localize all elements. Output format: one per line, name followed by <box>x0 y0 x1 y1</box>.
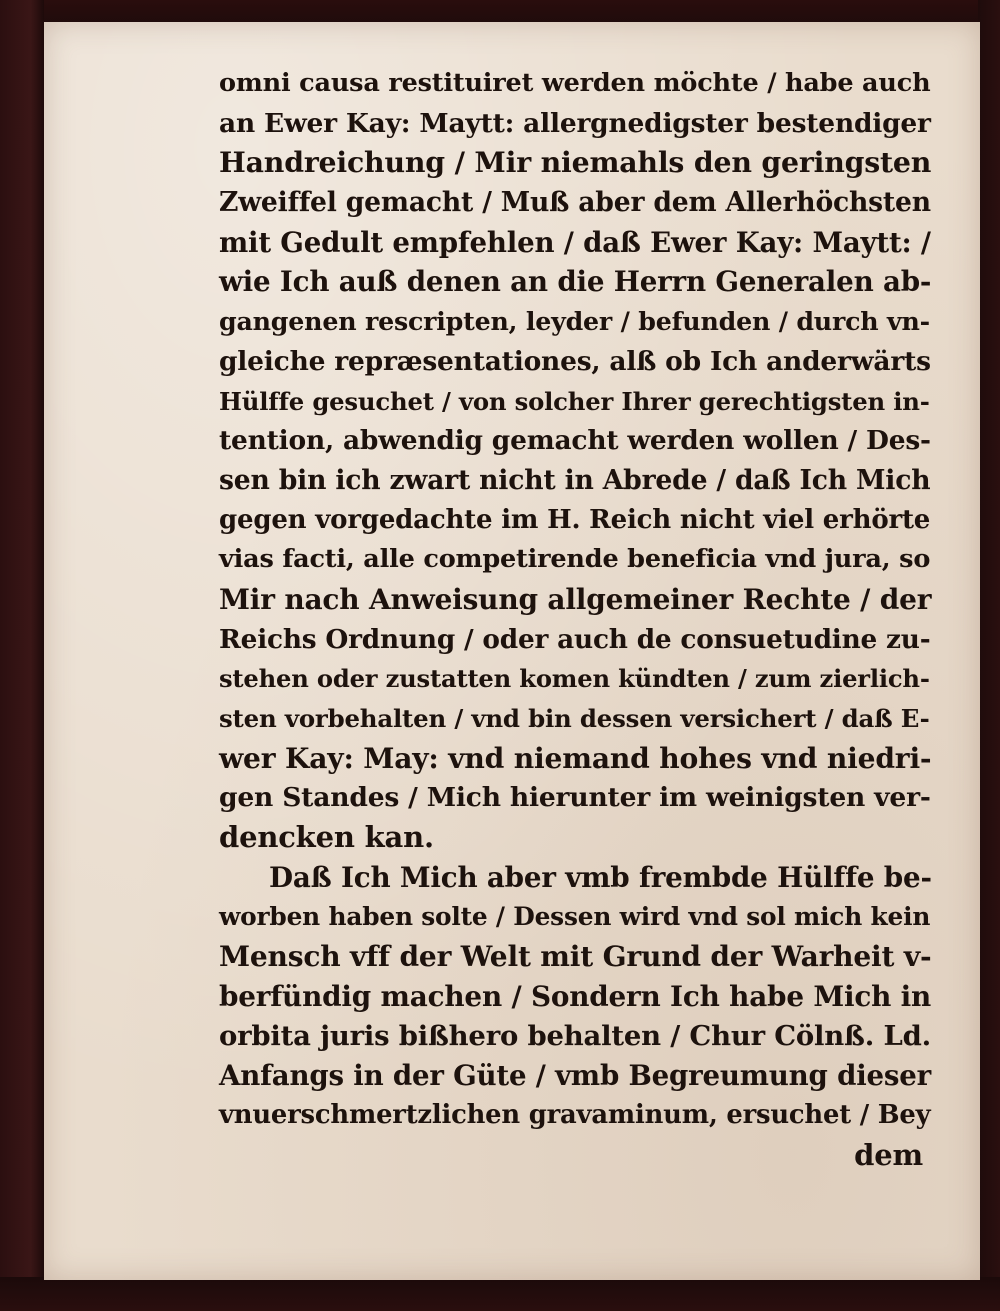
scan-border-top <box>0 0 1000 24</box>
text-line: sten vorbehalten / vnd bin dessen versichert / daß E- <box>219 704 930 733</box>
text-line: Mensch vff der Welt mit Grund der Warheit v- <box>219 940 932 974</box>
text-line: an Ewer Kay: Maytt: allergnedigster bestendiger <box>219 107 931 139</box>
text-line: gen Standes / Mich hierunter im weinigsten ver- <box>219 782 931 814</box>
scan-border-left <box>0 0 44 1311</box>
text-line: vnuerschmertzlichen gravaminum, ersuchet / Bey <box>219 1099 931 1130</box>
text-line: orbita juris bißhero behalten / Chur Cölnß. Ld. <box>219 1019 931 1052</box>
text-line: Hülffe gesuchet / von solcher Ihrer gerechtigsten in- <box>219 386 930 416</box>
text-line: Handreichung / Mir niemahls den geringsten <box>219 145 932 180</box>
text-line: gleiche repræsentationes, alß ob Ich anderwärts <box>219 345 931 377</box>
paragraph-first-line: Daß Ich Mich aber vmb frembde Hülffe be- <box>269 860 932 894</box>
text-line: omni causa restituiret werden möchte / habe auch <box>219 68 931 98</box>
text-line: Reichs Ordnung / oder auch de consuetudine zu- <box>219 623 931 655</box>
document-page <box>44 22 980 1280</box>
scan-border-bottom <box>0 1277 1000 1311</box>
catchword: dem <box>854 1137 923 1172</box>
text-line: wie Ich auß denen an die Herrn Generalen ab- <box>219 265 932 299</box>
text-line: vias facti, alle competirende beneficia vnd jura, so <box>219 544 931 575</box>
text-line: berfündig machen / Sondern Ich habe Mich in <box>219 979 932 1013</box>
text-line: tention, abwendig gemacht werden wollen / Des- <box>219 425 931 457</box>
text-line: dencken kan. <box>219 820 434 855</box>
text-line: gegen vorgedachte im H. Reich nicht viel erhörte <box>219 504 931 535</box>
text-line: Zweiffel gemacht / Muß aber dem Allerhöchsten <box>219 187 931 219</box>
text-line: sen bin ich zwart nicht in Abrede / daß Ich Mich <box>219 464 931 496</box>
text-line: stehen oder zustatten komen kündten / zum zierlich- <box>219 664 930 694</box>
text-line: mit Gedult empfehlen / daß Ewer Kay: Maytt: / <box>219 225 931 259</box>
page-text-block <box>219 64 939 1175</box>
scan-border-right <box>978 0 1000 1311</box>
text-line: Mir nach Anweisung allgemeiner Rechte / der <box>219 582 932 616</box>
text-line: gangenen rescripten, leyder / befunden / durch vn- <box>219 306 930 337</box>
text-line: worben haben solte / Dessen wird vnd sol mich kein <box>219 902 931 932</box>
text-line: wer Kay: May: vnd niemand hohes vnd niedri- <box>219 741 932 775</box>
text-line: Anfangs in der Güte / vmb Begreumung dieser <box>219 1059 931 1093</box>
